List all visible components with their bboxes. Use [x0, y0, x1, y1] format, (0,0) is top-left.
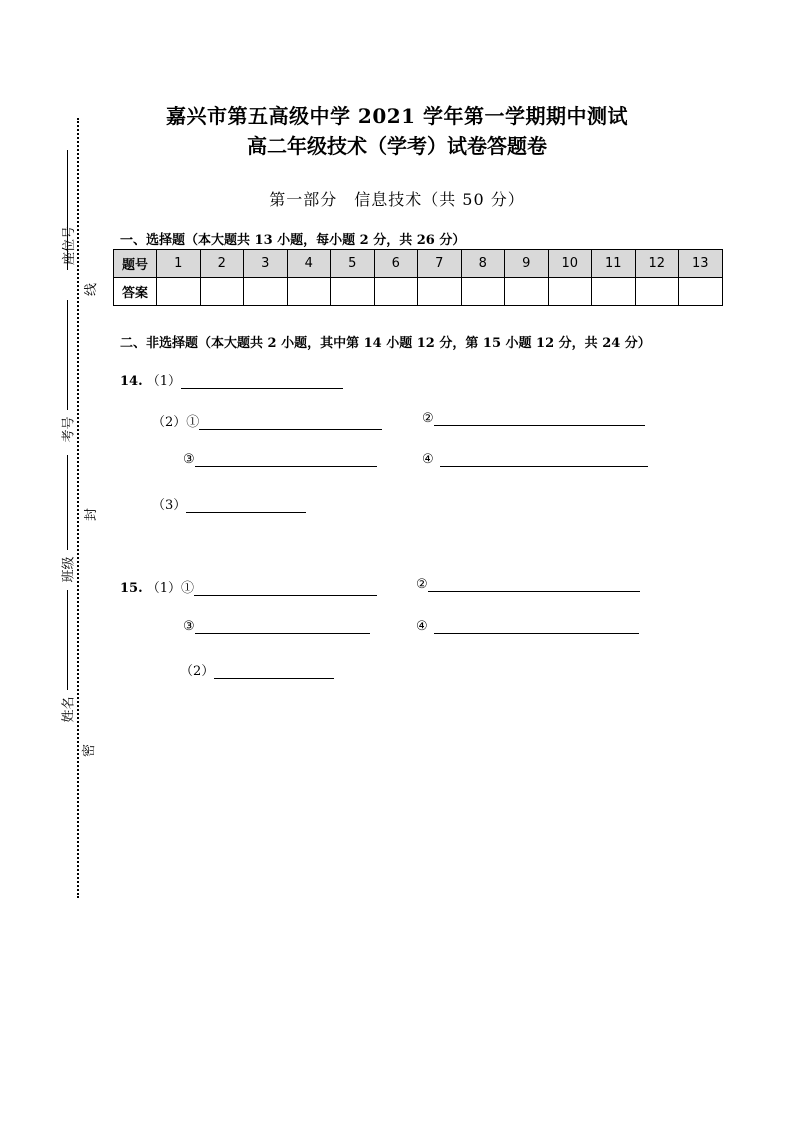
xian-mark: 线: [84, 282, 100, 297]
q14-part2-line2: [183, 452, 377, 467]
seat-label: 座位号: [62, 225, 78, 266]
answer-cell[interactable]: [244, 278, 288, 306]
question-number: 9: [505, 250, 549, 278]
q14-line1: [120, 370, 343, 389]
answer-cell[interactable]: [200, 278, 244, 306]
q14-part3-label: （3）: [152, 498, 187, 513]
q14-blank-1[interactable]: [199, 415, 382, 430]
q14-part2-line1b: [422, 411, 645, 426]
question-number: 10: [548, 250, 592, 278]
answer-row: [114, 278, 723, 306]
class-label: 班级: [61, 556, 77, 583]
answer-cell[interactable]: [679, 278, 723, 306]
question-number: 4: [287, 250, 331, 278]
section1-title: 一、选择题（本大题共 13 小题，每小题 2 分，共 26 分）: [120, 233, 466, 248]
answer-table: [113, 249, 723, 306]
question-number: 5: [331, 250, 375, 278]
row-header-number: 题号: [114, 250, 157, 278]
q14-part2-line1: [152, 411, 382, 430]
q15-blank-5[interactable]: [214, 664, 334, 679]
q15-line1: [120, 577, 377, 596]
answer-cell[interactable]: [592, 278, 636, 306]
question-number: 3: [244, 250, 288, 278]
q14-part2-line2b: [422, 452, 648, 467]
answer-cell[interactable]: [461, 278, 505, 306]
q14-blank-5[interactable]: [186, 498, 306, 513]
question-number: 2: [200, 250, 244, 278]
q15-blank-2[interactable]: [428, 577, 640, 592]
q15-blank-4[interactable]: [434, 619, 639, 634]
row-header-answer: 答案: [114, 278, 157, 306]
q15-line2b: [416, 619, 639, 634]
number-row: [114, 250, 723, 278]
q14-blank-3[interactable]: [195, 452, 377, 467]
circle-1-mark: ①: [181, 581, 195, 596]
question-number: 6: [374, 250, 418, 278]
feng-mark: 封: [84, 507, 100, 522]
section2-title: 二、非选择题（本大题共 2 小题，其中第 14 小题 12 分，第 15 小题 12 分，共 24 分）: [120, 336, 651, 351]
q14-blank-4[interactable]: [440, 452, 648, 467]
circle-1-mark: ①: [186, 415, 200, 430]
q14-part2-label: （2）: [152, 415, 187, 430]
question-number: 1: [157, 250, 201, 278]
q14-number: 14.: [120, 374, 143, 389]
exam-subtitle: 高二年级技术（学考）试卷答题卷: [247, 134, 547, 158]
circle-2-mark: ②: [422, 411, 434, 426]
name-underline: [67, 590, 68, 690]
answer-cell[interactable]: [374, 278, 418, 306]
answer-cell[interactable]: [635, 278, 679, 306]
q15-line2: [183, 619, 370, 634]
q15-part1-label: （1）: [146, 581, 182, 596]
question-number: 7: [418, 250, 462, 278]
answer-cell[interactable]: [418, 278, 462, 306]
answer-cell[interactable]: [331, 278, 375, 306]
exam-no-label: 考号: [61, 416, 77, 443]
question-number: 13: [679, 250, 723, 278]
circle-3-mark: ③: [183, 619, 195, 634]
q14-part1-label: （1）: [146, 374, 182, 389]
name-label: 姓名: [61, 696, 77, 723]
q15-part2-line: [180, 660, 334, 679]
q14-part3-line: [152, 494, 306, 513]
answer-cell[interactable]: [548, 278, 592, 306]
binding-dotted-line: [77, 118, 79, 898]
exam-title: 嘉兴市第五高级中学 2021 学年第一学期期中测试: [165, 104, 629, 128]
circle-4-mark: ④: [422, 452, 434, 467]
mi-mark: 密: [82, 743, 98, 758]
q15-blank-1[interactable]: [194, 581, 377, 596]
q15-number: 15.: [120, 581, 143, 596]
q15-part2-label: （2）: [180, 664, 215, 679]
question-number: 8: [461, 250, 505, 278]
answer-cell[interactable]: [287, 278, 331, 306]
circle-3-mark: ③: [183, 452, 195, 467]
q14-part1-blank[interactable]: [181, 374, 343, 389]
part-title: 第一部分 信息技术（共 50 分）: [269, 190, 525, 209]
question-number: 11: [592, 250, 636, 278]
q14-blank-2[interactable]: [434, 411, 645, 426]
class-underline: [67, 455, 68, 550]
question-number: 12: [635, 250, 679, 278]
q15-line1b: [416, 577, 640, 592]
answer-cell[interactable]: [505, 278, 549, 306]
circle-2-mark: ②: [416, 577, 428, 592]
answer-cell[interactable]: [157, 278, 201, 306]
q15-blank-3[interactable]: [195, 619, 370, 634]
circle-4-mark: ④: [416, 619, 428, 634]
exam-no-underline: [67, 300, 68, 410]
